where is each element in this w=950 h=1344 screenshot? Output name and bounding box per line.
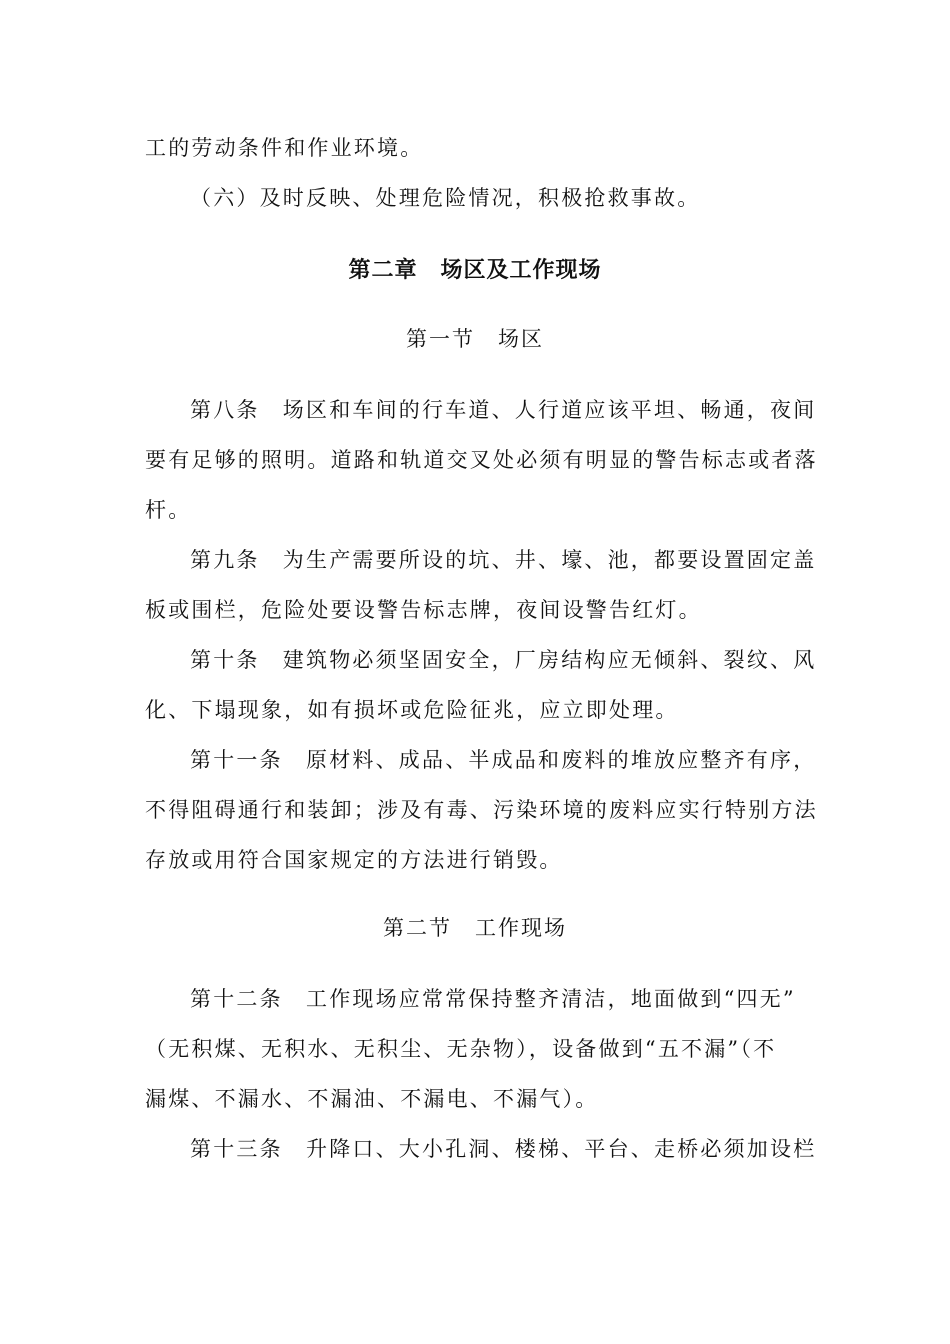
section-heading: 第二节 工作现场 [383, 916, 567, 940]
chapter-heading: 第二章 场区及工作现场 [348, 258, 602, 283]
text-line: 第八条 场区和车间的行车道、人行道应该平坦、畅通，夜间 [190, 398, 817, 422]
text-line: 不得阻碍通行和装卸；涉及有毒、污染环境的废料应实行特别方法 [145, 798, 818, 822]
text-line: 漏煤、不漏水、不漏油、不漏电、不漏气）。 [145, 1087, 599, 1111]
text-line: 第九条 为生产需要所设的坑、井、壕、池，都要设置固定盖 [190, 548, 817, 572]
text-line: 第十三条 升降口、大小孔洞、楼梯、平台、走桥必须加设栏 [190, 1137, 817, 1161]
text-line: （无积煤、无积水、无积尘、无杂物），设备做到“五不漏”（不 [145, 1037, 777, 1061]
text-line: 工的劳动条件和作业环境。 [145, 136, 424, 160]
text-line: 化、下塌现象，如有损坏或危险征兆，应立即处理。 [145, 698, 679, 722]
text-line: 第十条 建筑物必须坚固安全，厂房结构应无倾斜、裂纹、风 [190, 648, 817, 672]
section-heading: 第一节 场区 [406, 327, 544, 351]
text-line: 第十二条 工作现场应常常保持整齐清洁，地面做到“四无” [190, 987, 796, 1011]
text-line: 第十一条 原材料、成品、半成品和废料的堆放应整齐有序， [190, 748, 817, 772]
text-line: 存放或用符合国家规定的方法进行销毁。 [145, 848, 563, 872]
text-line: 要有足够的照明。道路和轨道交叉处必须有明显的警告标志或者落 [145, 448, 818, 472]
text-line: （六）及时反映、处理危险情况，积极抢救事故。 [190, 186, 701, 210]
text-line: 板或围栏，危险处要设警告标志牌，夜间设警告红灯。 [145, 598, 702, 622]
text-line: 杆。 [145, 498, 192, 522]
